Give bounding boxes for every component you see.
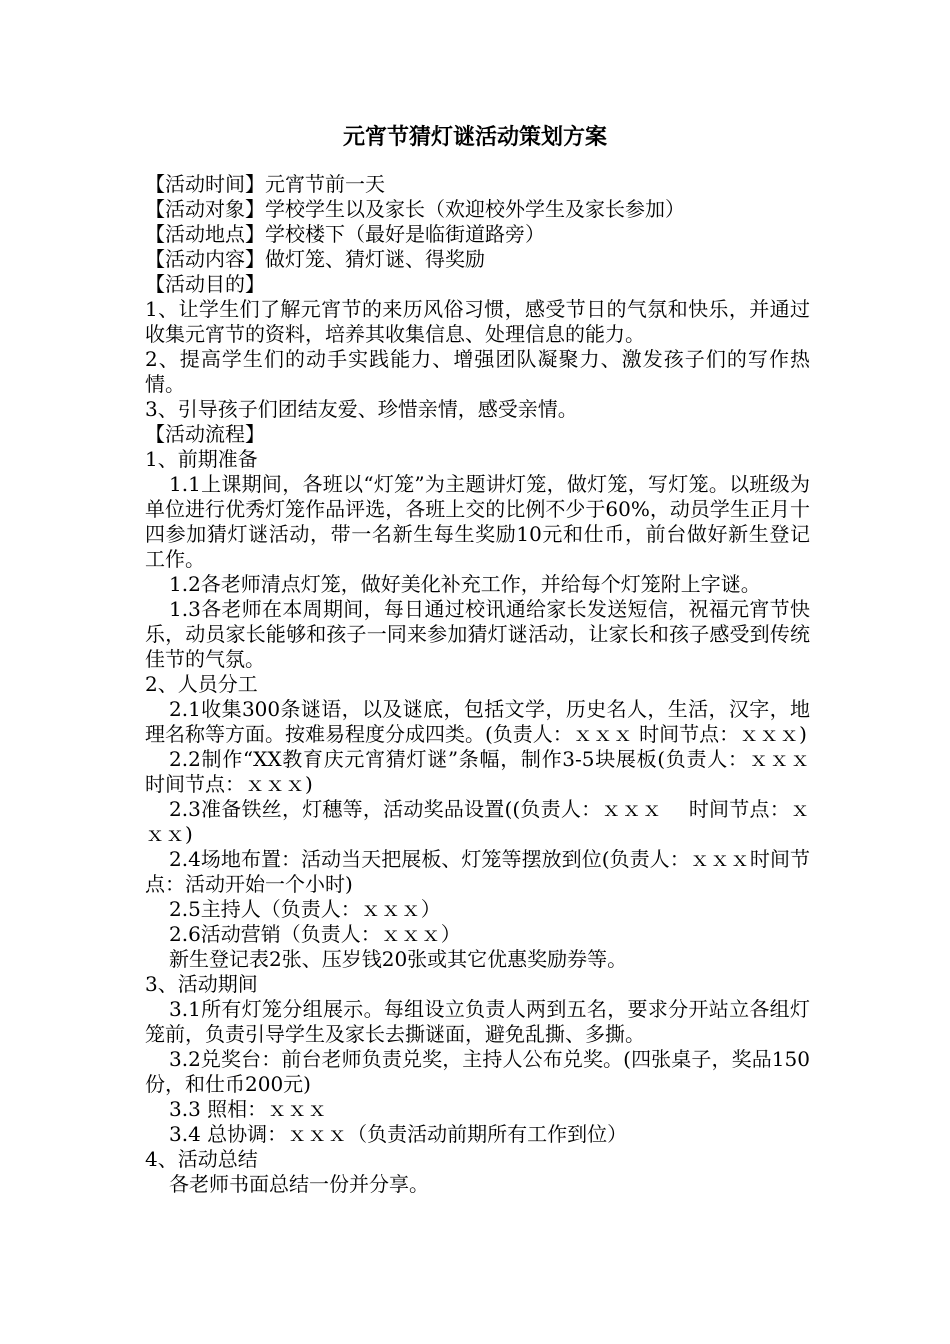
paragraph: 2、提高学生们的动手实践能力、增强团队凝聚力、激发孩子们的写作热情。	[145, 347, 810, 396]
paragraph: 3、引导孩子们团结友爱、珍惜亲情，感受亲情。	[145, 397, 578, 421]
paragraph: 1、前期准备	[145, 447, 258, 471]
paragraph: 3.4 总协调：ｘｘｘ（负责活动前期所有工作到位）	[169, 1122, 628, 1146]
document-body	[145, 172, 810, 1197]
paragraph: 【活动地点】学校楼下（最好是临街道路旁）	[145, 222, 545, 246]
paragraph: 1.1上课期间，各班以“灯笼”为主题讲灯笼，做灯笼，写灯笼。以班级为单位进行优秀灯笼作品评选，各班上交的比例不少于60%，动员学生正月十四参加猜灯谜活动，带一名新生每生奖励10元和仕币，前台做好新生登记工作。	[145, 472, 810, 571]
paragraph: 新生登记表2张、压岁钱20张或其它优惠奖励券等。	[169, 947, 628, 971]
paragraph: 1、让学生们了解元宵节的来历风俗习惯，感受节日的气氛和快乐，并通过收集元宵节的资料，培养其收集信息、处理信息的能力。	[145, 297, 810, 346]
paragraph: 【活动流程】	[145, 422, 265, 446]
paragraph: 3.3 照相：ｘｘｘ	[169, 1097, 328, 1121]
paragraph: 2.4场地布置：活动当天把展板、灯笼等摆放到位(负责人：ｘｘｘ时间节点：活动开始一个小时)	[145, 847, 810, 896]
paragraph: 1.3各老师在本周期间，每日通过校讯通给家长发送短信，祝福元宵节快乐，动员家长能够和孩子一同来参加猜灯谜活动，让家长和孩子感受到传统佳节的气氛。	[145, 597, 810, 671]
paragraph: 2、人员分工	[145, 672, 258, 696]
paragraph: 【活动时间】元宵节前一天	[145, 172, 385, 196]
paragraph: 2.1收集300条谜语，以及谜底，包括文学，历史名人，生活，汉字，地理名称等方面。按难易程度分成四类。(负责人：ｘｘｘ 时间节点：ｘｘｘ)	[145, 697, 810, 746]
document-title: 元宵节猜灯谜活动策划方案	[342, 124, 607, 150]
paragraph: 各老师书面总结一份并分享。	[169, 1172, 429, 1196]
paragraph: 3.1所有灯笼分组展示。每组设立负责人两到五名，要求分开站立各组灯笼前，负责引导学生及家长去撕谜面，避免乱撕、多撕。	[145, 997, 810, 1046]
paragraph: 3、活动期间	[145, 972, 258, 996]
paragraph: 【活动目的】	[145, 272, 265, 296]
paragraph: 2.6活动营销（负责人：ｘｘｘ）	[169, 922, 461, 946]
paragraph: 2.2制作“XX教育庆元宵猜灯谜”条幅，制作3-5块展板(负责人：ｘｘｘ 时间节点：ｘｘｘ)	[145, 747, 810, 796]
paragraph: 【活动对象】学校学生以及家长（欢迎校外学生及家长参加）	[145, 197, 685, 221]
paragraph: 4、活动总结	[145, 1147, 258, 1171]
paragraph: 1.2各老师清点灯笼，做好美化补充工作，并给每个灯笼附上字谜。	[169, 572, 761, 596]
paragraph: 【活动内容】做灯笼、猜灯谜、得奖励	[145, 247, 485, 271]
paragraph: 2.5主持人（负责人：ｘｘｘ）	[169, 897, 441, 921]
paragraph: 3.2兑奖台：前台老师负责兑奖，主持人公布兑奖。(四张桌子，奖品150份，和仕币200元)	[145, 1047, 810, 1096]
paragraph: 2.3准备铁丝，灯穗等，活动奖品设置((负责人：ｘｘｘ 时间节点：ｘｘｘ)	[145, 797, 810, 846]
